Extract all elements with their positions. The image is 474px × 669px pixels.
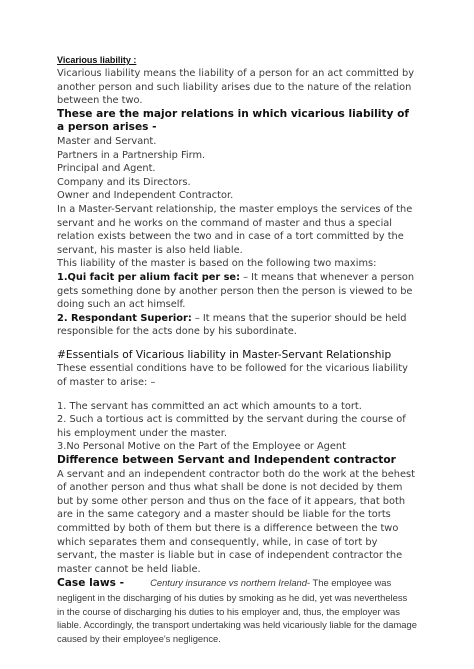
- maxim-1-text: – It means that whenever a person gets something done by another person then the person is viewed to be doing such an act himself.: [57, 271, 415, 311]
- essentials-list: [57, 400, 417, 454]
- maxim-1: [57, 271, 417, 312]
- document-body: [57, 54, 417, 645]
- relations-heading: These are the major relations in which vicarious liability of a person arises -: [57, 107, 409, 134]
- case-text: - The employee was negligent in the discharging of his duties by smoking as he did, yet was nevertheless in the course of discharging his duties to his employer and, thus, the employer was liable. Accordingly, the transport undertaking was held vicariously liable for the damage caused by their employee's negligence.: [57, 577, 417, 644]
- maxims-intro: This liability of the master is based on the following two maxims:: [57, 258, 377, 270]
- essential-item: 2. Such a tortious act is committed by the servant during the course of his employment under the master.: [57, 414, 406, 439]
- relation-item: Principal and Agent.: [57, 163, 156, 175]
- intro-paragraph: Vicarious liability means the liability of a person for an act committed by another person and such liability arises due to the nature of the relation between the two.: [57, 68, 415, 107]
- section-title-vicarious-liability: Vicarious liability :: [57, 55, 137, 65]
- case-laws-paragraph: [57, 576, 417, 645]
- maxim-2-text: – It means that the superior should be held responsible for the acts done by his subordinate.: [57, 312, 407, 338]
- essentials-heading: #Essentials of Vicarious liability in Master-Servant Relationship: [57, 348, 392, 361]
- relations-list: [57, 135, 417, 203]
- essential-item: 3.No Personal Motive on the Part of the Employee or Agent: [57, 441, 346, 453]
- maxim-2-title: 2. Respondant Superior:: [57, 312, 192, 324]
- essentials-intro: These essential conditions have to be followed for the vicarious liability of master to arise: –: [57, 363, 408, 389]
- case-laws-title: Case laws -: [57, 577, 125, 590]
- relation-item: Master and Servant.: [57, 135, 157, 147]
- essential-item: 1. The servant has committed an act which amounts to a tort.: [57, 400, 362, 412]
- maxim-2: [57, 312, 417, 339]
- relation-item: Partners in a Partnership Firm.: [57, 149, 206, 161]
- case-name: Century insurance vs northern Ireland: [150, 577, 307, 589]
- maxim-1-title: 1.Qui facit per alium facit per se:: [57, 271, 240, 283]
- difference-paragraph: A servant and an independent contractor both do the work at the behest of another person and thus what shall be done is not decided by them but by some other person and thus on the face of it appears, that both are in the same category and a master should be liable for the torts committed by both of them but there is a difference between the two which separates them and consequently, while, in case of tort by servant, the master is liable but in case of independent contractor the master cannot be held liable.: [57, 468, 415, 575]
- difference-heading: Difference between Servant and Independent contractor: [57, 454, 396, 467]
- master-servant-paragraph: In a Master-Servant relationship, the master employs the services of the servant and he works on the command of master and thus a special relation exists between the two and in case of a tort committed by the servant, his master is also held liable.: [57, 203, 413, 256]
- relation-item: Company and its Directors.: [57, 176, 191, 188]
- relation-item: Owner and Independent Contractor.: [57, 190, 234, 202]
